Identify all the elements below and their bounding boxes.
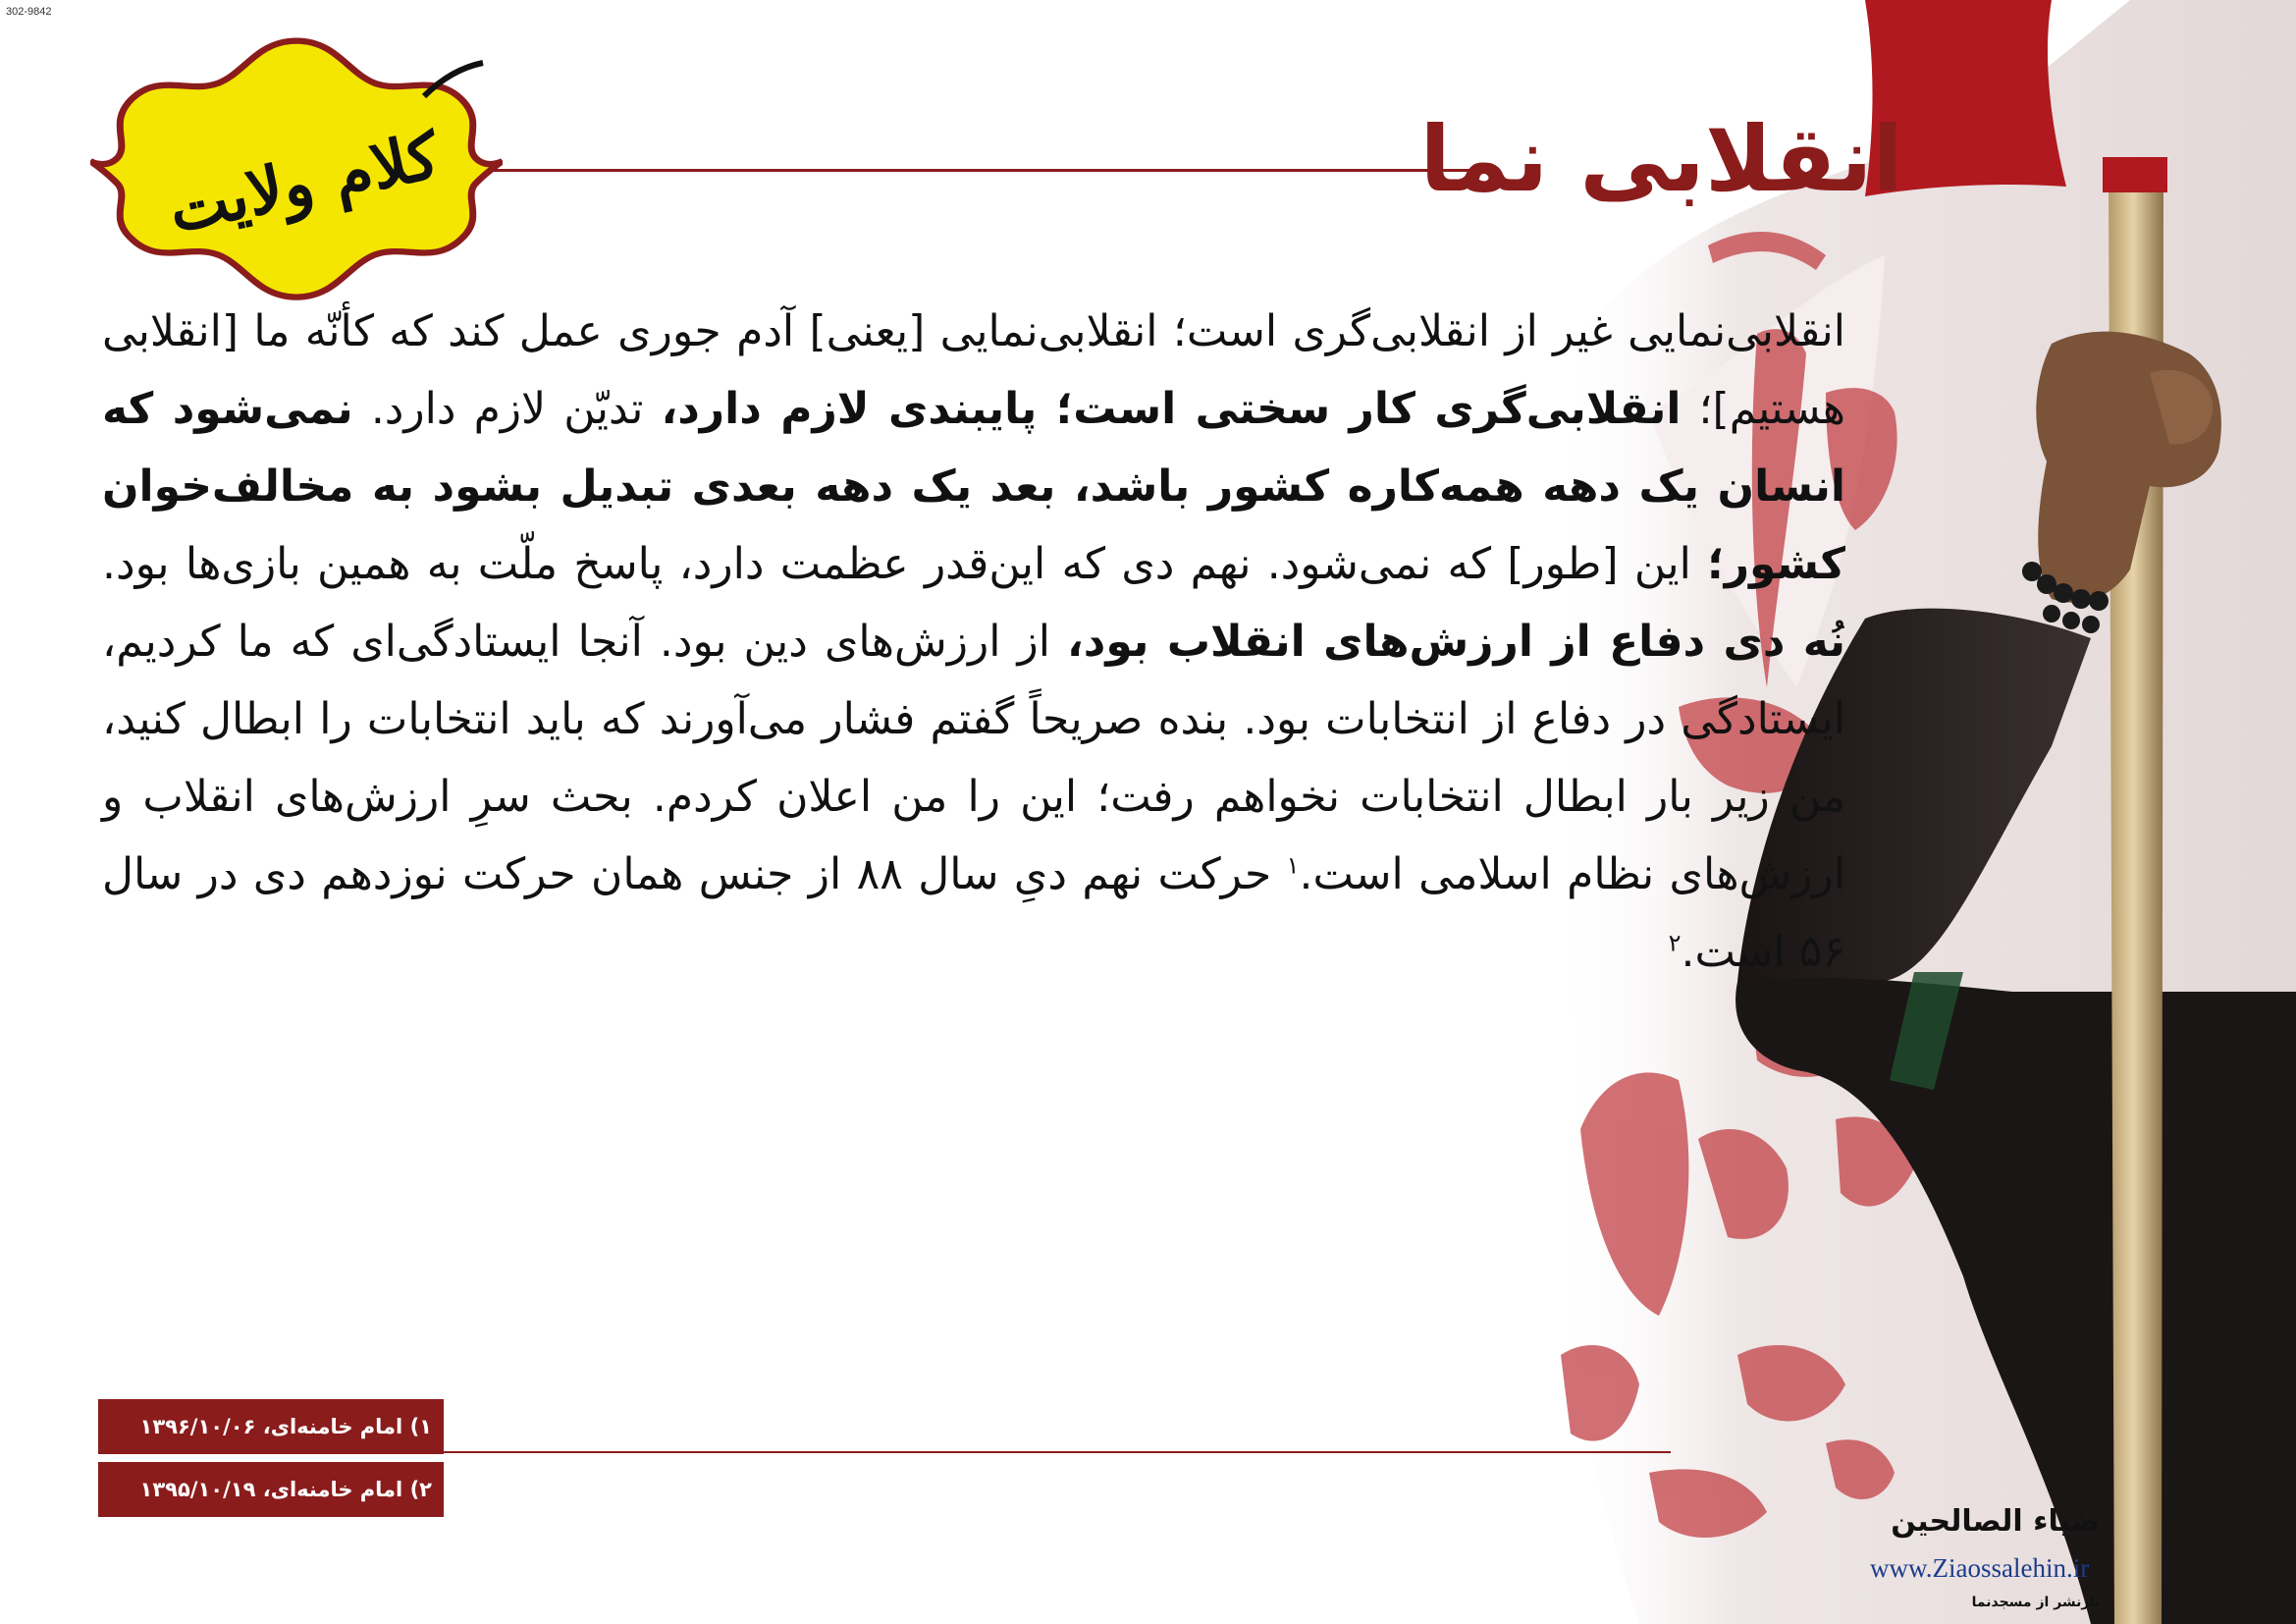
brand-name: ضیاء الصالحین (1891, 1504, 2100, 1539)
quote-seg-1: انقلابی‌نمایی غیر از انقلابی‌گری است؛ انقلابی‌نمایی [یعنی] آدم جوری عمل کند که کأنّه ما [انقلابی هستیم]؛ (102, 306, 1845, 434)
quote-seg-6: این [طور] که نمی‌شود. نهم دی که این‌قدر عظمت دارد، پاسخ ملّت به همین بازی‌ها بود. (102, 539, 1691, 589)
quote-seg-9: حرکت نهم دیِ سال ۸۸ از جنس همان حرکت نوزدهم دی در سال ۵۶ است. (102, 849, 1845, 977)
footnote-mark-1: ۱ (1286, 851, 1300, 880)
page-title: انقلابی نما (1419, 107, 1903, 212)
reference-1: ۱) امام خامنه‌ای، ۱۳۹۶/۱۰/۰۶ (98, 1399, 444, 1454)
quote-seg-4: نمی‌شود که انسان یک دهه همه‌کاره کشور باشد، بعد یک دهه بعدی تبدیل بشود به مخالف‌خوان کشور؛ (102, 384, 1845, 589)
logo-text: کلام ولایت (162, 119, 446, 248)
site-url[interactable]: www.Ziaossalehin.ir (1870, 1553, 2090, 1583)
footer-rule (444, 1451, 1671, 1453)
quote-seg-8: از ارزش‌های دین بود. آنجا ایستادگی‌ای که ما کردیم، ایستادگی در دفاع از انتخابات بود. بنده صریحاً گفتم فشار می‌آورند که باید انتخابات را ابطال کنید، من زیر بار ابطال انتخابات نخواهم رفت؛ این را من اعلان کردم. بحث سرِ ارزش‌های انقلاب و ارزش‌های نظام اسلامی است. (102, 617, 1845, 899)
quote-seg-3: تدیّن لازم دارد. (370, 384, 644, 434)
document-code: 302-9842 (6, 6, 52, 18)
quote-body (102, 293, 1845, 991)
quote-seg-7: نُه دی دفاع از ارزش‌های انقلاب بود، (1067, 617, 1845, 667)
publisher-tag: بازنشر از مسجدنما (1971, 1595, 2100, 1610)
quote-seg-2: انقلابی‌گری کار سختی است؛ پایبندی لازم دارد، (661, 384, 1682, 434)
kalam-velayat-logo (90, 37, 503, 302)
footnote-mark-2: ۲ (1668, 929, 1682, 957)
reference-2: ۲) امام خامنه‌ای، ۱۳۹۵/۱۰/۱۹ (98, 1462, 444, 1517)
